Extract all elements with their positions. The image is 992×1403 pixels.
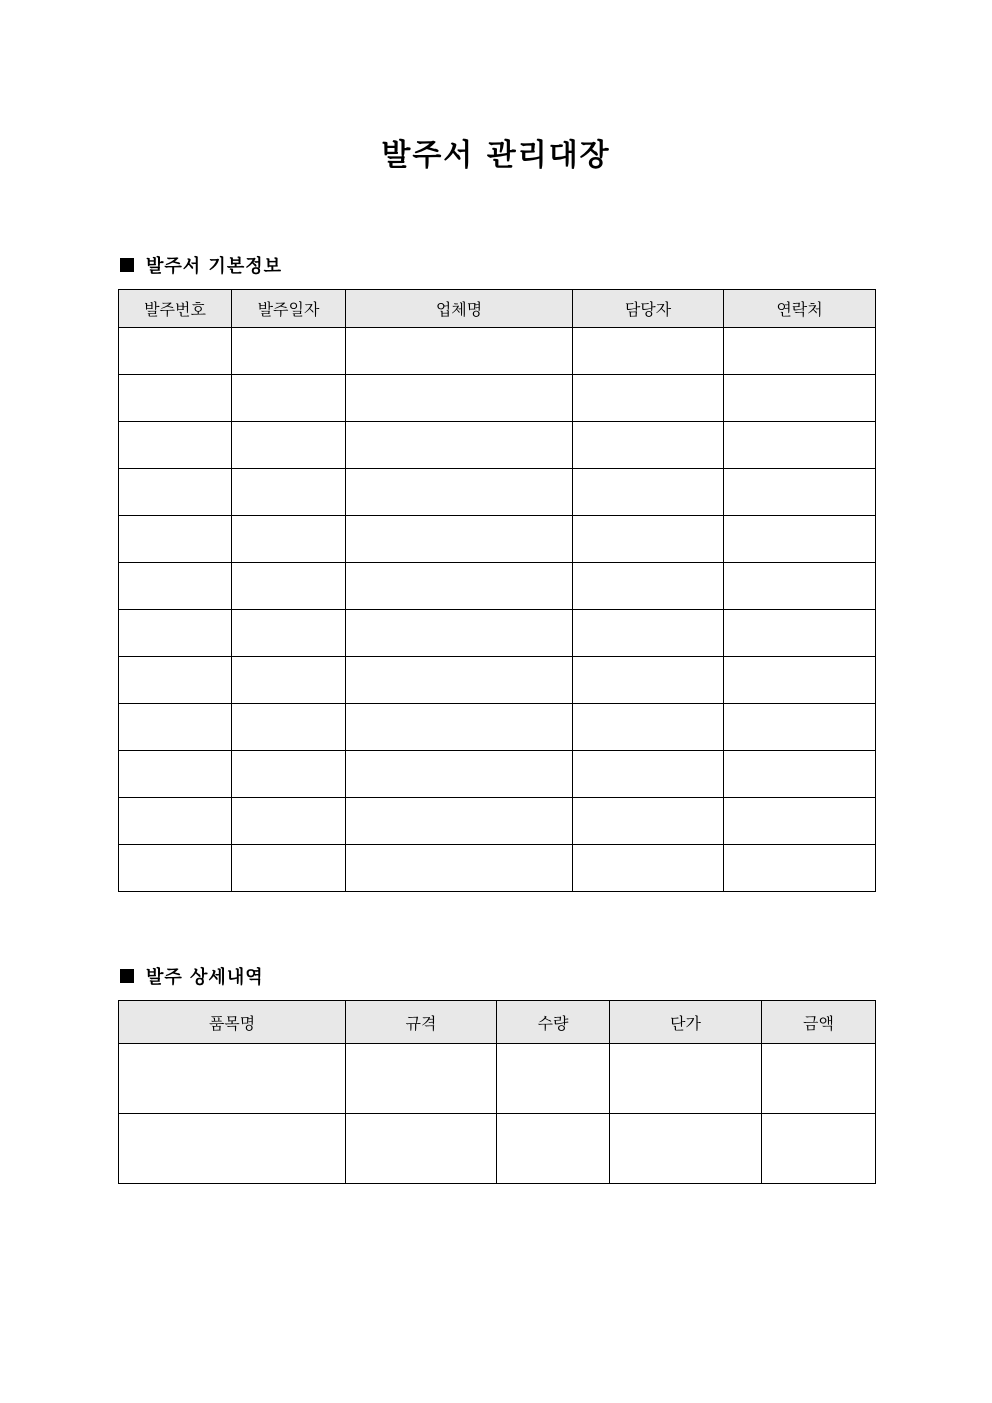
table-cell[interactable] — [119, 375, 232, 422]
table-cell[interactable] — [346, 845, 573, 892]
table-cell[interactable] — [346, 422, 573, 469]
table-cell[interactable] — [573, 704, 724, 751]
table-cell[interactable] — [610, 1114, 762, 1184]
basic-info-table — [118, 289, 876, 892]
table-cell[interactable] — [724, 516, 876, 563]
table-row — [119, 563, 876, 610]
column-header-quantity: 수량 — [497, 1001, 610, 1044]
table-cell[interactable] — [573, 563, 724, 610]
table-row — [119, 798, 876, 845]
table-cell[interactable] — [724, 751, 876, 798]
table-cell[interactable] — [573, 657, 724, 704]
table-cell[interactable] — [724, 610, 876, 657]
square-bullet-icon — [120, 969, 134, 983]
table-cell[interactable] — [119, 704, 232, 751]
table-row — [119, 845, 876, 892]
square-bullet-icon — [120, 258, 134, 272]
table-cell[interactable] — [232, 657, 346, 704]
table-row — [119, 610, 876, 657]
table-cell[interactable] — [119, 798, 232, 845]
document-title: 발주서 관리대장 — [381, 138, 611, 173]
table-row — [119, 422, 876, 469]
table-cell[interactable] — [346, 657, 573, 704]
table-cell[interactable] — [119, 751, 232, 798]
table-row — [119, 1044, 876, 1114]
table-row — [119, 704, 876, 751]
column-header-specification: 규격 — [346, 1001, 497, 1044]
table-cell[interactable] — [724, 704, 876, 751]
table-cell[interactable] — [573, 516, 724, 563]
table-cell[interactable] — [232, 798, 346, 845]
table-cell[interactable] — [724, 375, 876, 422]
table-cell[interactable] — [232, 422, 346, 469]
table-row — [119, 516, 876, 563]
table-cell[interactable] — [724, 657, 876, 704]
table-cell[interactable] — [346, 751, 573, 798]
table-cell[interactable] — [119, 657, 232, 704]
table-header-row — [119, 1001, 876, 1044]
table-cell[interactable] — [119, 610, 232, 657]
table-cell[interactable] — [346, 704, 573, 751]
column-header-amount: 금액 — [762, 1001, 876, 1044]
table-cell[interactable] — [232, 845, 346, 892]
table-cell[interactable] — [119, 1114, 346, 1184]
section-heading-order-details — [120, 963, 264, 989]
section-heading-basic-info — [120, 252, 282, 278]
table-cell[interactable] — [346, 328, 573, 375]
section-heading-label: 발주서 기본정보 — [146, 256, 282, 277]
table-cell[interactable] — [232, 610, 346, 657]
table-cell[interactable] — [346, 469, 573, 516]
table-cell[interactable] — [724, 798, 876, 845]
table-cell[interactable] — [346, 516, 573, 563]
table-cell[interactable] — [346, 563, 573, 610]
table-cell[interactable] — [119, 845, 232, 892]
table-cell[interactable] — [573, 798, 724, 845]
table-cell[interactable] — [232, 516, 346, 563]
table-cell[interactable] — [346, 798, 573, 845]
table-cell[interactable] — [497, 1044, 610, 1114]
table-row — [119, 375, 876, 422]
table-cell[interactable] — [573, 375, 724, 422]
table-cell[interactable] — [762, 1044, 876, 1114]
column-header-unit-price: 단가 — [610, 1001, 762, 1044]
table-row — [119, 657, 876, 704]
table-cell[interactable] — [573, 328, 724, 375]
table-cell[interactable] — [232, 704, 346, 751]
column-header-manager: 담당자 — [573, 290, 724, 328]
order-details-table — [118, 1000, 876, 1184]
table-cell[interactable] — [119, 328, 232, 375]
table-cell[interactable] — [119, 516, 232, 563]
table-cell[interactable] — [724, 469, 876, 516]
column-header-company-name: 업체명 — [346, 290, 573, 328]
table-cell[interactable] — [119, 563, 232, 610]
table-cell[interactable] — [119, 1044, 346, 1114]
table-cell[interactable] — [610, 1044, 762, 1114]
table-cell[interactable] — [724, 328, 876, 375]
table-cell[interactable] — [573, 845, 724, 892]
table-cell[interactable] — [232, 328, 346, 375]
column-header-order-date: 발주일자 — [232, 290, 346, 328]
table-cell[interactable] — [346, 610, 573, 657]
table-row — [119, 328, 876, 375]
table-row — [119, 751, 876, 798]
table-header-row — [119, 290, 876, 328]
table-cell[interactable] — [232, 375, 346, 422]
table-cell[interactable] — [119, 469, 232, 516]
table-cell[interactable] — [724, 422, 876, 469]
section-heading-label: 발주 상세내역 — [146, 967, 264, 988]
table-cell[interactable] — [119, 422, 232, 469]
table-cell[interactable] — [497, 1114, 610, 1184]
table-cell[interactable] — [573, 610, 724, 657]
table-cell[interactable] — [232, 563, 346, 610]
table-cell[interactable] — [724, 845, 876, 892]
table-row — [119, 469, 876, 516]
table-cell[interactable] — [346, 1044, 497, 1114]
table-cell[interactable] — [232, 469, 346, 516]
table-cell[interactable] — [573, 469, 724, 516]
table-cell[interactable] — [573, 751, 724, 798]
table-cell[interactable] — [346, 1114, 497, 1184]
table-cell[interactable] — [573, 422, 724, 469]
column-header-order-number: 발주번호 — [119, 290, 232, 328]
table-row — [119, 1114, 876, 1184]
column-header-contact: 연락처 — [724, 290, 876, 328]
table-cell[interactable] — [346, 375, 573, 422]
table-cell[interactable] — [762, 1114, 876, 1184]
table-cell[interactable] — [724, 563, 876, 610]
table-cell[interactable] — [232, 751, 346, 798]
column-header-item-name: 품목명 — [119, 1001, 346, 1044]
